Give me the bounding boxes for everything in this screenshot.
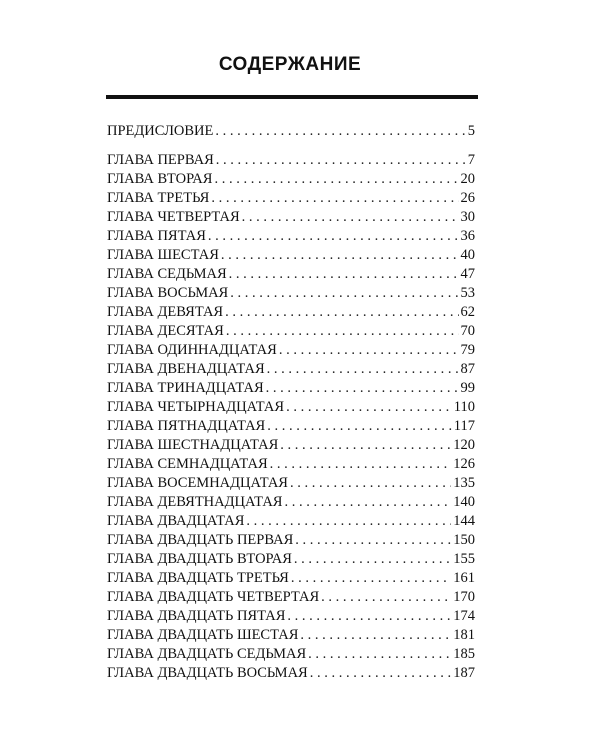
toc-entry [107,284,475,303]
toc-entry-page: 170 [453,589,475,605]
toc-entry [107,189,475,208]
dot-leader [290,474,451,493]
toc-entry [107,588,475,607]
title-rule [106,95,478,99]
toc-entry [107,208,475,227]
toc-entry-title: ГЛАВА ПЯТАЯ [107,228,206,244]
dot-leader [267,417,452,436]
toc-entry-page: 87 [460,361,475,377]
toc-entry [107,455,475,474]
dot-leader [215,122,465,141]
toc-entry-page: 7 [467,152,475,168]
toc-entry-title: ГЛАВА ЧЕТВЕРТАЯ [107,209,240,225]
toc-entry-title: ГЛАВА ДВАДЦАТЬ СЕДЬМАЯ [107,646,307,662]
toc-entry-title: ГЛАВА ТРИНАДЦАТАЯ [107,380,264,396]
dot-leader [230,284,458,303]
dot-leader [321,588,451,607]
dot-leader [287,607,451,626]
toc-entry-page: 99 [460,380,475,396]
dot-leader [294,550,451,569]
toc-entry [107,645,475,664]
dot-leader [291,569,451,588]
toc-entry-title: ГЛАВА ДВАДЦАТЬ ТРЕТЬЯ [107,570,289,586]
toc-entry-page: 126 [453,456,475,472]
toc-entry-title: ГЛАВА ТРЕТЬЯ [107,190,210,206]
toc-entry-page: 150 [453,532,475,548]
toc-entry [107,379,475,398]
dot-leader [214,170,458,189]
toc-entry-title: ГЛАВА ДВАДЦАТАЯ [107,513,245,529]
toc-entry [107,151,475,170]
toc-entry [107,122,475,141]
toc-entry [107,417,475,436]
toc-entry-page: 79 [460,342,475,358]
toc-entry-page: 155 [453,551,475,567]
toc-entry [107,170,475,189]
dot-leader [267,360,459,379]
toc-entry [107,265,475,284]
toc-entry-title: ГЛАВА ДВАДЦАТЬ ПЯТАЯ [107,608,286,624]
dot-leader [286,398,452,417]
toc-entry-title: ГЛАВА ДВАДЦАТЬ ШЕСТАЯ [107,627,299,643]
page-title: СОДЕРЖАНИЕ [218,54,362,75]
dot-leader [308,645,451,664]
dot-leader [208,227,459,246]
toc-entry-page: 144 [453,513,475,529]
toc-entry-page: 161 [453,570,475,586]
toc-entry-page: 181 [453,627,475,643]
toc-entry-page: 174 [453,608,475,624]
toc-entry-title: ГЛАВА ВОСЕМНАДЦАТАЯ [107,475,288,491]
toc-entry [107,341,475,360]
toc-entry [107,474,475,493]
dot-leader [246,512,451,531]
toc-entry [107,322,475,341]
toc-entry-page: 117 [453,418,475,434]
toc-entry-title: ГЛАВА ШЕСТАЯ [107,247,219,263]
toc-entry-page: 5 [467,123,475,139]
toc-entry-title: ГЛАВА ДЕВЯТНАДЦАТАЯ [107,494,283,510]
toc-entry-page: 110 [453,399,475,415]
toc-entry-title: ГЛАВА ВТОРАЯ [107,171,213,187]
toc-entry-page: 62 [460,304,475,320]
toc-entry-title: ГЛАВА ВОСЬМАЯ [107,285,229,301]
toc-entry [107,360,475,379]
toc-entry-page: 26 [460,190,475,206]
toc-entry-page: 140 [453,494,475,510]
toc-entry-page: 40 [460,247,475,263]
dot-leader [211,189,458,208]
toc-entry-page: 30 [460,209,475,225]
dot-leader [221,246,459,265]
toc-entry-page: 47 [460,266,475,282]
dot-leader [284,493,451,512]
dot-leader [226,322,459,341]
toc-entry [107,227,475,246]
toc-entry [107,664,475,683]
toc-entry-title: ГЛАВА ПЯТНАДЦАТАЯ [107,418,266,434]
toc-entry-page: 135 [453,475,475,491]
toc-entry-title: ГЛАВА ПЕРВАЯ [107,152,214,168]
toc-entry-title: ГЛАВА ДВАДЦАТЬ ПЕРВАЯ [107,532,294,548]
dot-leader [270,455,452,474]
dot-leader [216,151,466,170]
toc-entry [107,550,475,569]
toc-entry-page: 120 [453,437,475,453]
dot-leader [279,341,459,360]
toc-entry-page: 20 [460,171,475,187]
toc-entry-title: ПРЕДИСЛОВИЕ [107,123,214,139]
toc-entry [107,303,475,322]
toc-entry [107,398,475,417]
toc-entry [107,531,475,550]
dot-leader [229,265,459,284]
toc-entry [107,626,475,645]
toc-entry [107,512,475,531]
dot-leader [295,531,451,550]
table-of-contents [107,122,475,683]
toc-entry-title: ГЛАВА ШЕСТНАДЦАТАЯ [107,437,279,453]
toc-entry-title: ГЛАВА ДВАДЦАТЬ ЧЕТВЕРТАЯ [107,589,320,605]
toc-entry-title: ГЛАВА ЧЕТЫРНАДЦАТАЯ [107,399,285,415]
toc-entry-page: 53 [460,285,475,301]
toc-entry-title: ГЛАВА ДЕВЯТАЯ [107,304,224,320]
toc-entry-page: 70 [460,323,475,339]
toc-entry-page: 187 [453,665,475,681]
toc-entry-title: ГЛАВА СЕМНАДЦАТАЯ [107,456,268,472]
toc-entry [107,607,475,626]
dot-leader [300,626,451,645]
toc-entry-page: 185 [453,646,475,662]
toc-entry [107,569,475,588]
toc-entry [107,493,475,512]
toc-entry-title: ГЛАВА ДВАДЦАТЬ ВТОРАЯ [107,551,292,567]
dot-leader [242,208,459,227]
toc-entry-title: ГЛАВА ДВЕНАДЦАТАЯ [107,361,265,377]
toc-entry-title: ГЛАВА ДВАДЦАТЬ ВОСЬМАЯ [107,665,308,681]
toc-entry [107,246,475,265]
dot-leader [280,436,451,455]
dot-leader [310,664,452,683]
toc-entry-page: 36 [460,228,475,244]
dot-leader [266,379,459,398]
toc-entry-title: ГЛАВА СЕДЬМАЯ [107,266,227,282]
toc-entry-title: ГЛАВА ДЕСЯТАЯ [107,323,224,339]
dot-leader [225,303,458,322]
toc-entry [107,436,475,455]
toc-entry-title: ГЛАВА ОДИННАДЦАТАЯ [107,342,277,358]
